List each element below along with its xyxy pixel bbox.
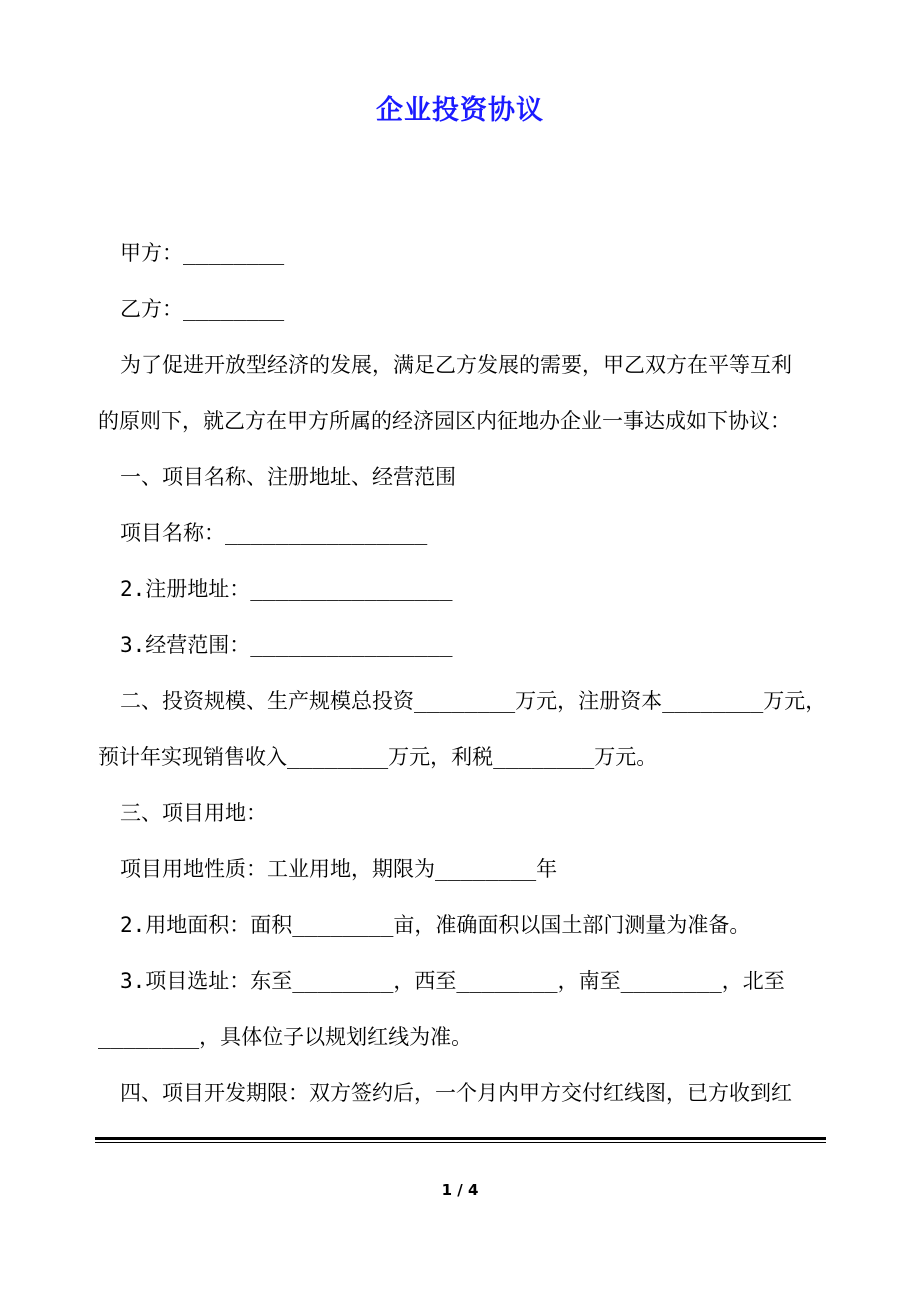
preamble-line-2: 的原则下，就乙方在甲方所属的经济园区内征地办企业一事达成如下协议： bbox=[98, 409, 791, 433]
land-nature-line: 项目用地性质：工业用地，期限为________年 bbox=[120, 857, 558, 881]
registered-address-line: 2.注册地址：________________ bbox=[120, 577, 453, 601]
footer-rule-thick bbox=[95, 1137, 826, 1140]
section-3-heading: 三、项目用地： bbox=[120, 801, 267, 825]
section-2-line-1: 二、投资规模、生产规模总投资________万元，注册资本________万元， bbox=[120, 689, 827, 713]
footer-rule-thin bbox=[95, 1142, 826, 1143]
project-name-line: 项目名称：________________ bbox=[120, 521, 428, 545]
page-number: 1 / 4 bbox=[441, 1181, 479, 1199]
party-b-line: 乙方：________ bbox=[120, 297, 285, 321]
document-title: 企业投资协议 bbox=[376, 95, 544, 126]
preamble-line-1: 为了促进开放型经济的发展，满足乙方发展的需要，甲乙双方在平等互利 bbox=[120, 353, 792, 377]
project-location-line-2: ________，具体位子以规划红线为准。 bbox=[98, 1025, 473, 1049]
section-2-line-2: 预计年实现销售收入________万元，利税________万元。 bbox=[98, 745, 658, 769]
land-area-line: 2.用地面积：面积________亩，准确面积以国土部门测量为准备。 bbox=[120, 913, 751, 937]
section-1-heading: 一、项目名称、注册地址、经营范围 bbox=[120, 465, 456, 489]
party-a-line: 甲方：________ bbox=[120, 241, 285, 265]
business-scope-line: 3.经营范围：________________ bbox=[120, 633, 453, 657]
section-4-line-1: 四、项目开发期限：双方签约后，一个月内甲方交付红线图，已方收到红 bbox=[120, 1081, 792, 1105]
project-location-line-1: 3.项目选址：东至________，西至________，南至________，北至 bbox=[120, 969, 785, 993]
